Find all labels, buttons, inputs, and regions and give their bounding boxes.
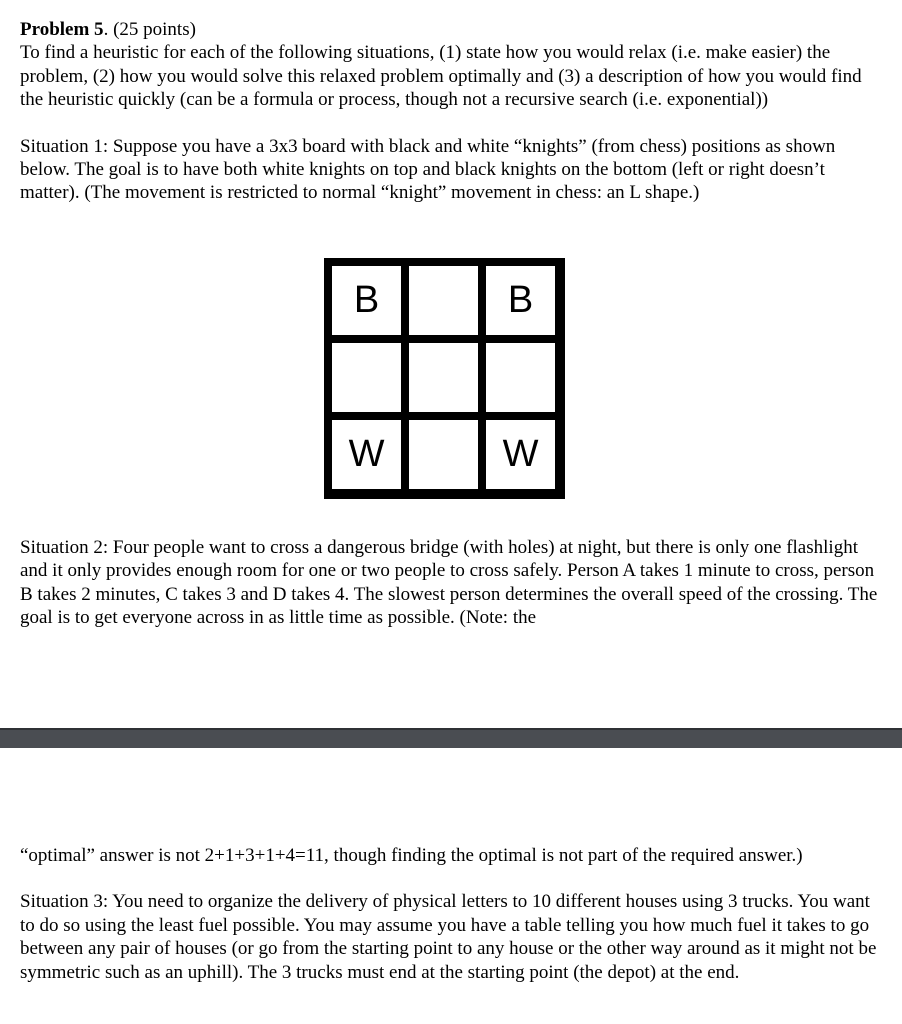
problem-intro: To find a heuristic for each of the following situations, (1) state how you would relax (i.e. make easier) the problem, (2) how you would solve this relaxed problem optimally and (3) a description of how you would find the heuristic quickly (can be a formula or process, though not a recursive search (i.e. exponential)) <box>20 42 862 111</box>
board-cell: B <box>332 266 401 335</box>
page-bottom-section <box>20 844 882 984</box>
problem-title: Problem 5 <box>20 19 104 40</box>
board-cell: W <box>486 420 555 489</box>
board-cell: W <box>332 420 401 489</box>
page-break-divider <box>0 728 902 748</box>
board-cell <box>332 343 401 412</box>
board-cell <box>486 343 555 412</box>
problem-heading <box>20 18 882 41</box>
situation2-text-part2: “optimal” answer is not 2+1+3+1+4=11, though finding the optimal is not part of the required answer.) <box>20 845 803 866</box>
board-cell <box>409 420 478 489</box>
problem-points: . (25 points) <box>103 19 196 40</box>
situation3-text: Situation 3: You need to organize the delivery of physical letters to 10 different houses using 3 trucks. You want to do so using the least fuel possible. You may assume you have a table telling you how much fuel it takes to go between any pair of houses (or go from the starting point to any house or the other way around as it might not be symmetric such as an uphill). The 3 trucks must end at the starting point (the depot) at the end. <box>20 891 877 983</box>
board-cell <box>409 266 478 335</box>
situation2-text-part1: Situation 2: Four people want to cross a dangerous bridge (with holes) at night, but there is only one flashlight and it only provides enough room for one or two people to cross safely. Person A takes 1 minute to cross, person B takes 2 minutes, C takes 3 and D takes 4. The slowest person determines the overall speed of the crossing. The goal is to get everyone across in as little time as possible. (Note: the <box>20 537 878 629</box>
board-cell <box>409 343 478 412</box>
situation1-text: Situation 1: Suppose you have a 3x3 board with black and white “knights” (from chess) positions as shown below. The goal is to have both white knights on top and black knights on the bottom (left or right doesn’t matter). (The movement is restricted to normal “knight” movement in chess: an L shape.) <box>20 135 836 204</box>
knights-board <box>324 258 565 499</box>
page-top-section <box>20 18 882 205</box>
board-cell: B <box>486 266 555 335</box>
situation2-section <box>20 536 882 630</box>
